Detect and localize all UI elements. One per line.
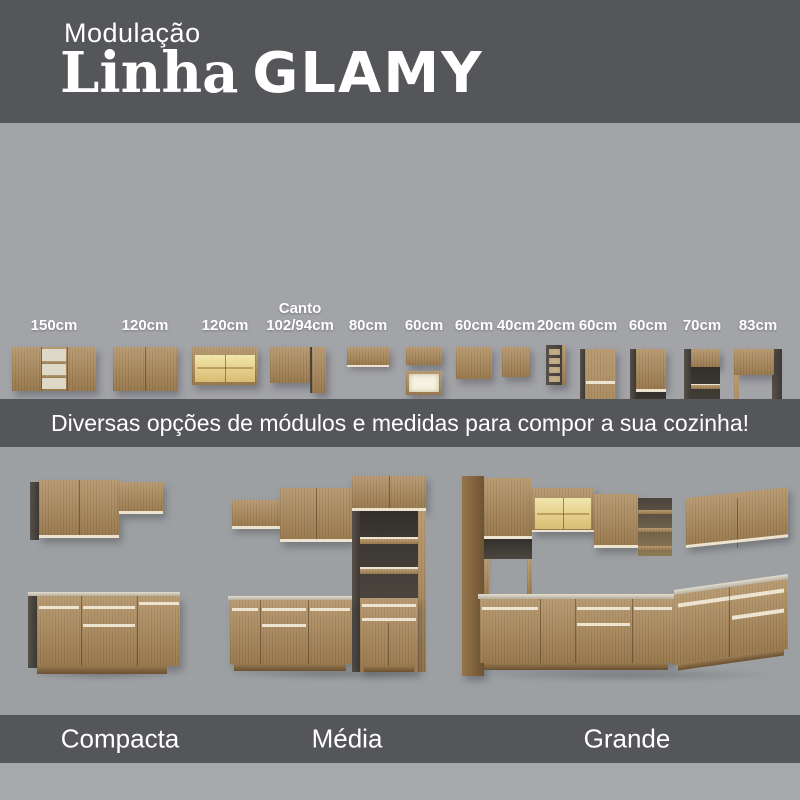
shelf xyxy=(42,375,66,378)
corner-wall-cabinet xyxy=(270,347,310,383)
rack-slot xyxy=(549,358,560,364)
handle-strip xyxy=(262,624,306,627)
handle-strip xyxy=(577,607,630,610)
door-divider xyxy=(729,587,730,657)
door-divider xyxy=(81,596,82,666)
door-divider xyxy=(137,596,138,666)
upper-cabinet xyxy=(691,349,720,367)
handle-strip xyxy=(532,530,594,532)
shelf xyxy=(638,546,672,550)
door-divider xyxy=(260,600,261,664)
door-divider xyxy=(389,476,390,510)
bottom-strip xyxy=(0,763,800,800)
kitchens-section xyxy=(0,447,800,715)
door-divider xyxy=(388,623,389,672)
modules-section xyxy=(0,123,800,399)
tower-side-panel xyxy=(352,511,360,672)
module-size-label: 40cm xyxy=(496,317,536,334)
upper-door xyxy=(636,349,666,389)
door-divider xyxy=(540,599,541,663)
wall-cabinet xyxy=(502,347,530,377)
module-size-label: 120cm xyxy=(121,317,169,334)
upper-cabinet xyxy=(734,349,774,375)
wall-cabinet xyxy=(406,347,442,365)
door-divider xyxy=(308,600,309,664)
lighted-niche xyxy=(409,374,439,392)
tower-side-edge xyxy=(418,511,426,672)
banner-band xyxy=(0,399,800,447)
door-divider xyxy=(79,480,80,538)
door-divider xyxy=(225,355,226,382)
corner-wall-door xyxy=(312,347,326,393)
module-size-label: 60cm xyxy=(404,317,444,334)
wall-cabinet-low xyxy=(119,482,163,514)
handle-strip xyxy=(594,545,638,548)
rack-side xyxy=(562,345,566,385)
handle-strip xyxy=(139,602,179,605)
ground-shadow xyxy=(470,668,780,682)
base-right-run xyxy=(674,574,788,674)
rack-slot xyxy=(549,376,560,382)
kitchen-label-compacta: Compacta xyxy=(60,723,180,754)
door-divider xyxy=(316,488,317,542)
module-size-label: 60cm xyxy=(578,317,618,334)
module-size-label: 70cm xyxy=(682,317,722,334)
shelf xyxy=(638,510,672,514)
module-size-label-top: Canto xyxy=(278,300,322,317)
door-divider xyxy=(563,498,564,529)
handle-strip xyxy=(280,539,352,542)
title-brand-name: GLAMY xyxy=(252,41,484,106)
side-panel xyxy=(30,482,39,540)
wall-cabinet xyxy=(594,494,638,548)
handle-strip xyxy=(39,535,119,538)
module-size-label: 120cm xyxy=(201,317,249,334)
door-divider xyxy=(67,347,68,391)
handle-strip xyxy=(83,606,135,609)
handle-strip xyxy=(232,526,280,529)
handle-strip xyxy=(482,607,538,610)
door-divider xyxy=(145,347,146,391)
module-size-label: 20cm xyxy=(536,317,576,334)
module-size-label: 80cm xyxy=(348,317,388,334)
door-divider xyxy=(575,599,576,663)
handle-strip xyxy=(232,608,258,611)
wall-cabinet-low xyxy=(347,347,389,365)
kitchen-grande-illustration xyxy=(452,458,794,710)
footer-band xyxy=(0,715,800,763)
shelf xyxy=(360,569,418,574)
frame-edge xyxy=(527,559,532,599)
rack-slot xyxy=(549,349,560,355)
shelf xyxy=(691,385,720,389)
door-divider xyxy=(41,347,42,391)
header-kicker: Modulação xyxy=(64,18,201,48)
module-size-label: 83cm xyxy=(738,317,778,334)
plinth xyxy=(37,666,167,674)
handle-strip xyxy=(586,381,615,384)
plinth xyxy=(234,664,346,671)
module-size-label: 150cm xyxy=(30,317,78,334)
open-shelf-niche xyxy=(42,349,66,389)
kitchen-label-media: Média xyxy=(311,723,383,754)
plinth xyxy=(364,666,414,672)
wall-cabinet-low xyxy=(232,500,280,528)
shelf xyxy=(638,528,672,532)
wall-cabinet xyxy=(456,347,492,379)
handle-strip xyxy=(262,608,306,611)
tower-niche xyxy=(484,539,532,559)
handle-strip xyxy=(577,623,630,626)
handle-strip xyxy=(310,608,350,611)
frame-edge xyxy=(484,559,489,599)
module-size-label-bottom: 102/94cm xyxy=(266,317,334,334)
tower-upper-door xyxy=(484,478,532,536)
header-band xyxy=(0,0,800,123)
tower-open-niche xyxy=(360,511,418,598)
page-title xyxy=(60,40,484,106)
plinth xyxy=(484,663,668,670)
shelf xyxy=(42,361,66,364)
module-size-label xyxy=(266,300,334,334)
handle-strip xyxy=(362,604,416,607)
shelf xyxy=(360,539,418,544)
handle-strip xyxy=(347,365,389,367)
handle-strip xyxy=(362,618,416,621)
handle-strip xyxy=(83,624,135,627)
side-panel xyxy=(28,596,37,668)
module-size-label: 60cm xyxy=(628,317,668,334)
kitchen-compacta-illustration xyxy=(22,472,187,702)
kitchen-media-illustration xyxy=(228,468,440,704)
handle-strip xyxy=(39,606,79,609)
module-size-label: 60cm xyxy=(454,317,494,334)
tower-base xyxy=(360,598,418,672)
handle-strip xyxy=(119,511,163,514)
banner-text: Diversas opções de módulos e medidas para compor a sua cozinha! xyxy=(50,409,750,436)
handle-strip xyxy=(634,607,672,610)
door-divider xyxy=(632,599,633,663)
title-line-name: Linha xyxy=(60,40,239,106)
rack-slot xyxy=(549,367,560,373)
kitchen-label-grande: Grande xyxy=(583,723,671,754)
